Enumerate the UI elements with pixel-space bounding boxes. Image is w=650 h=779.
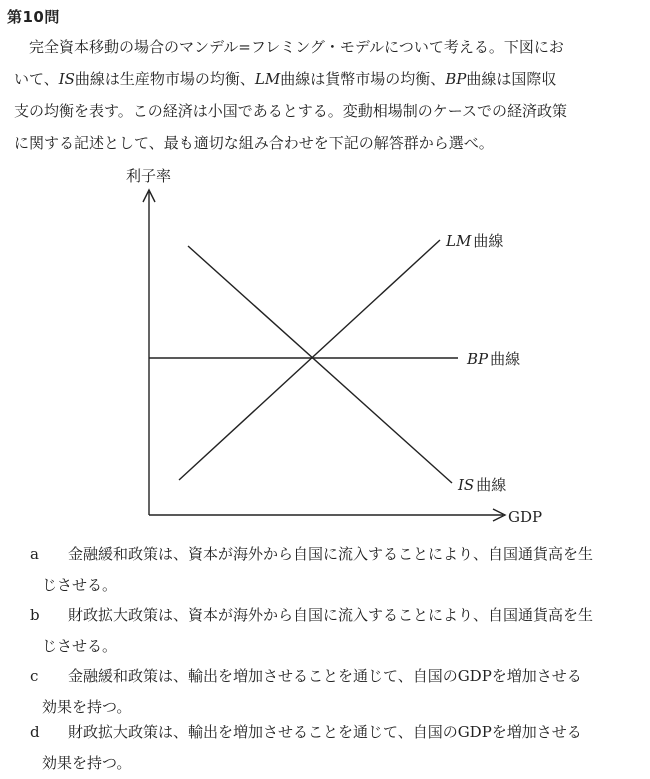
option-text: 財政拡大政策は、輸出を増加させることを通じて、自国のGDPを増加させる xyxy=(68,723,582,741)
lm-curve xyxy=(179,240,440,480)
option-label: d xyxy=(30,723,40,741)
option-label: a xyxy=(30,545,39,563)
option-text: 金融緩和政策は、輸出を増加させることを通じて、自国のGDPを増加させる xyxy=(68,667,582,685)
option-text: 金融緩和政策は、資本が海外から自国に流入することにより、自国通貨高を生 xyxy=(68,545,594,563)
option-label: c xyxy=(30,667,39,685)
option-text-cont: 効果を持つ。 xyxy=(42,698,132,716)
question-title: 第10問 xyxy=(7,8,60,26)
lm-curve-label: LM 曲線 xyxy=(446,232,504,250)
is-term: IS xyxy=(58,70,75,88)
option-label: b xyxy=(30,606,40,624)
option-text-cont: じさせる。 xyxy=(42,576,118,594)
intro-line-3: 支の均衡を表す。この経済は小国であるとする。変動相場制のケースでの経済政策 xyxy=(14,102,568,120)
is-curve-label: IS 曲線 xyxy=(458,476,507,494)
lm-term: LM xyxy=(254,70,281,88)
bp-curve-label: BP 曲線 xyxy=(467,350,521,368)
option-text-cont: 効果を持つ。 xyxy=(42,754,132,772)
question-text: 完全資本移動の場合のマンデル=フレミング・モデルについて考える。下図にお いて、IS曲線は生産物市場の均衡、LM曲線は貨幣市場の均衡、BP曲線は国際収 支の均衡を表す。この経済は小国であるとする。変動相場制のケースでの経済政策 に関する記述として、最も適切な組み合わせを下記の解答群から選べ。 xyxy=(14,38,568,152)
option-text: 財政拡大政策は、資本が海外から自国に流入することにより、自国通貨高を生 xyxy=(68,606,594,624)
option-text-cont: じさせる。 xyxy=(42,637,118,655)
intro-line-4: に関する記述として、最も適切な組み合わせを下記の解答群から選べ。 xyxy=(14,134,494,152)
y-axis-label: 利子率 xyxy=(126,167,172,185)
intro-line-1: 完全資本移動の場合のマンデル=フレミング・モデルについて考える。下図にお xyxy=(29,38,564,56)
is-curve xyxy=(188,246,452,483)
bp-term: BP xyxy=(445,70,467,88)
x-axis-label: GDP xyxy=(508,508,543,526)
